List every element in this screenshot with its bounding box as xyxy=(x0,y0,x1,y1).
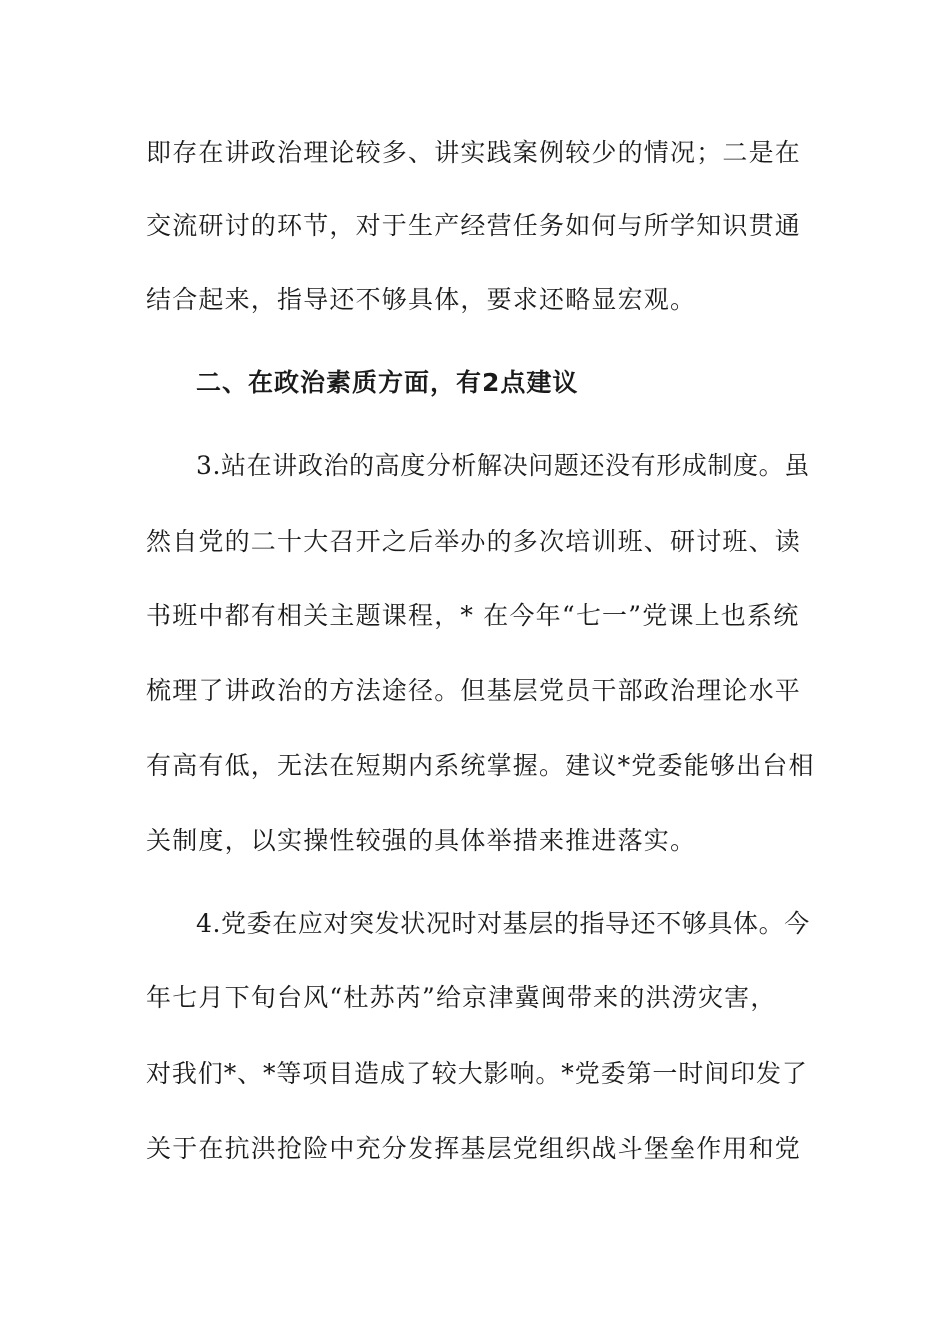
section-heading: 二、在政治素质方面，有2点建议 xyxy=(196,368,579,397)
body-text-line: 交流研讨的环节，对于生产经营任务如何与所学知识贯通 xyxy=(146,211,802,240)
body-text-line: 书班中都有相关主题课程，* 在今年“七一”党课上也系统 xyxy=(146,601,800,630)
paragraph-first-line: 3.站在讲政治的高度分析解决问题还没有形成制度。虽 xyxy=(196,451,810,480)
body-text-line: 然自党的二十大召开之后举办的多次培训班、研讨班、读 xyxy=(146,527,802,556)
body-text-line: 关于在抗洪抢险中充分发挥基层党组织战斗堡垒作用和党 xyxy=(146,1134,802,1163)
body-text-line: 即存在讲政治理论较多、讲实践案例较少的情况；二是在 xyxy=(146,138,802,167)
body-text-line: 结合起来，指导还不够具体，要求还略显宏观。 xyxy=(146,285,697,314)
body-text-line: 关制度，以实操性较强的具体举措来推进落实。 xyxy=(146,826,697,855)
body-text-line: 有高有低，无法在短期内系统掌握。建议*党委能够出台相 xyxy=(146,751,815,780)
body-text-line: 梳理了讲政治的方法途径。但基层党员干部政治理论水平 xyxy=(146,676,802,705)
body-text-line: 对我们*、*等项目造成了较大影响。*党委第一时间印发了 xyxy=(146,1059,808,1088)
paragraph-first-line: 4.党委在应对突发状况时对基层的指导还不够具体。今 xyxy=(196,909,810,938)
body-text-line: 年七月下旬台风“杜苏芮”给京津冀闽带来的洪涝灾害， xyxy=(146,983,777,1012)
